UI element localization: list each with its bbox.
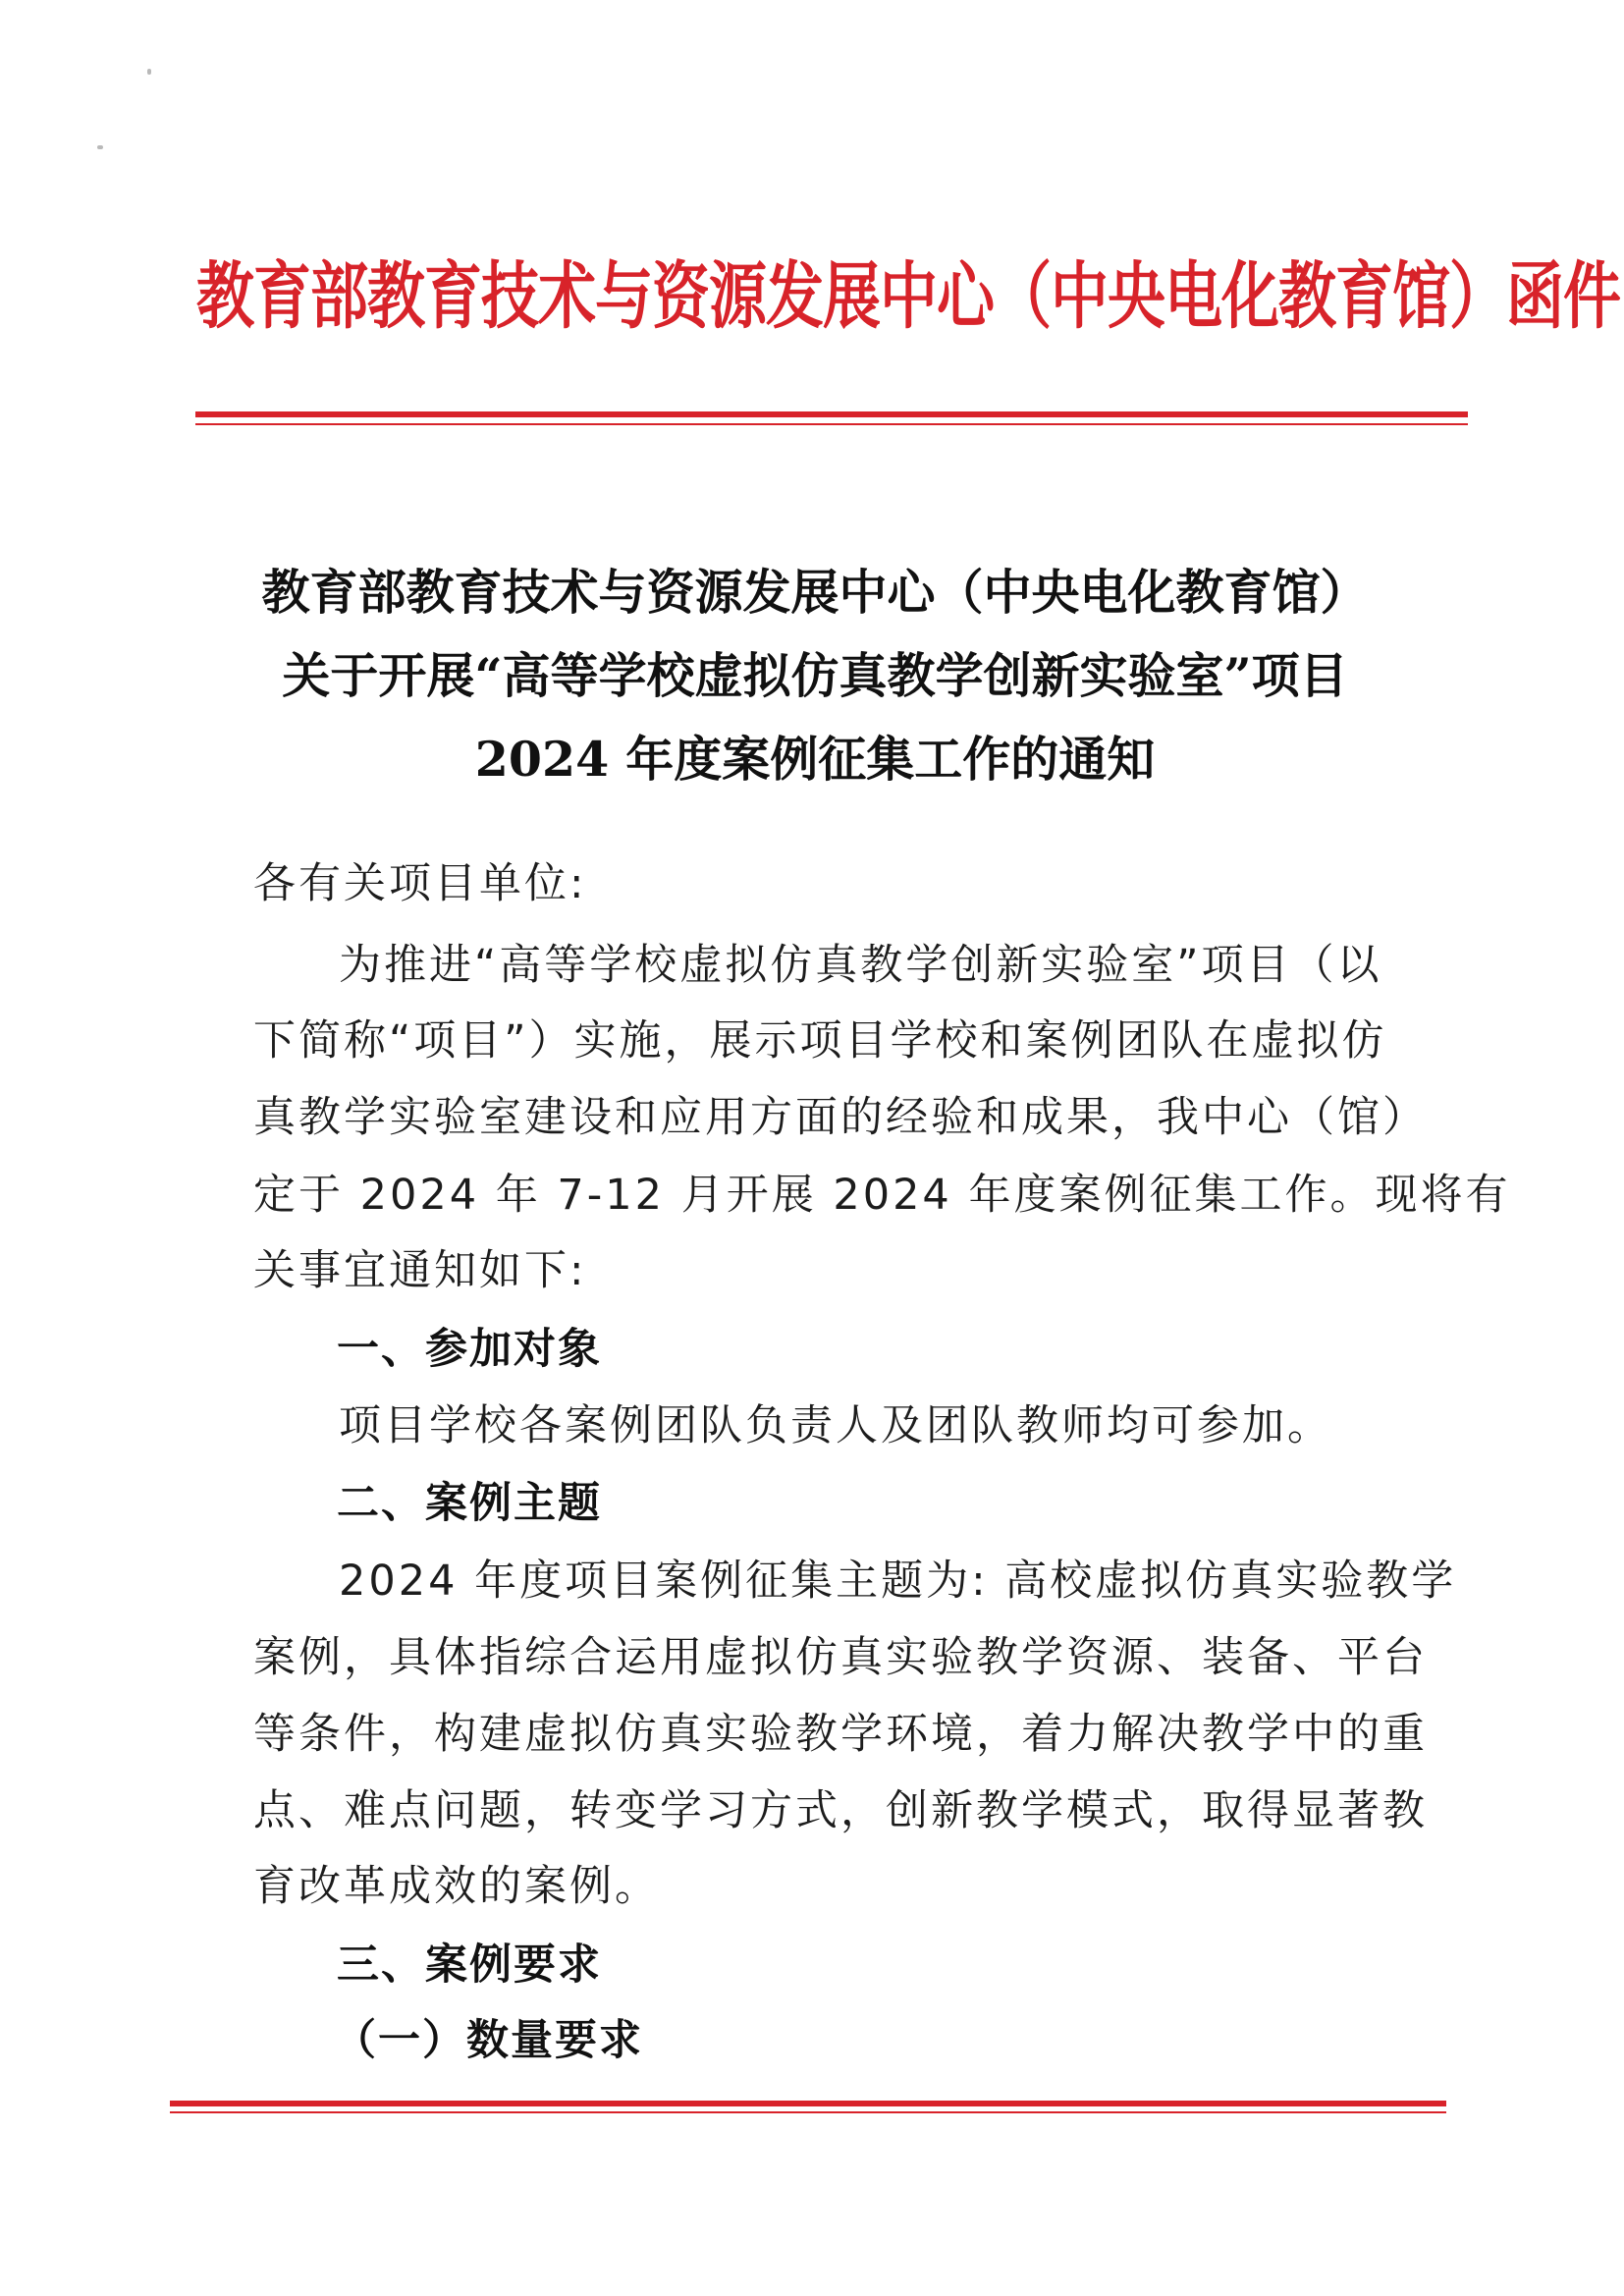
section-1-text: 项目学校各案例团队负责人及团队教师均可参加。 [339,1401,1332,1450]
intro-line: 定于 2024 年 7-12 月开展 2024 年度案例征集工作。现将有 [253,1171,1511,1220]
section-2-line: 案例，具体指综合运用虚拟仿真实验教学资源、装备、平台 [253,1633,1428,1682]
section-2-line: 育改革成效的案例。 [253,1862,660,1911]
letterhead-rule-thick [195,411,1468,417]
letterhead-title: 教育部教育技术与资源发展中心（中央电化教育馆）函件 [196,253,1621,339]
intro-line: 关事宜通知如下: [253,1246,587,1295]
section-3-heading: 三、案例要求 [337,1941,602,1990]
section-3-subheading: （一）数量要求 [334,2016,643,2065]
document-title-line-1: 教育部教育技术与资源发展中心（中央电化教育馆） [261,564,1369,621]
footer-rule-thin [170,2111,1446,2113]
salutation: 各有关项目单位: [253,859,587,908]
section-2-line: 等条件，构建虚拟仿真实验教学环境，着力解决教学中的重 [253,1710,1428,1759]
section-2-line: 2024 年度项目案例征集主题为: 高校虚拟仿真实验教学 [339,1557,1457,1606]
intro-line: 真教学实验室建设和应用方面的经验和成果，我中心（馆） [253,1093,1428,1142]
section-2-heading: 二、案例主题 [337,1479,602,1528]
section-1-heading: 一、参加对象 [337,1325,602,1374]
section-2-line: 点、难点问题，转变学习方式，创新教学模式，取得显著教 [253,1786,1428,1835]
scan-speck [97,145,103,149]
scan-speck [147,69,151,75]
letterhead-rule-thin [195,423,1468,425]
footer-rule-thick [170,2101,1446,2106]
intro-line: 下简称“项目”）实施，展示项目学校和案例团队在虚拟仿 [253,1016,1387,1066]
intro-line: 为推进“高等学校虚拟仿真教学创新实验室”项目（以 [339,941,1382,990]
document-title-line-3: 2024 年度案例征集工作的通知 [474,731,1156,788]
document-title-line-2: 关于开展“高等学校虚拟仿真教学创新实验室”项目 [282,647,1348,704]
